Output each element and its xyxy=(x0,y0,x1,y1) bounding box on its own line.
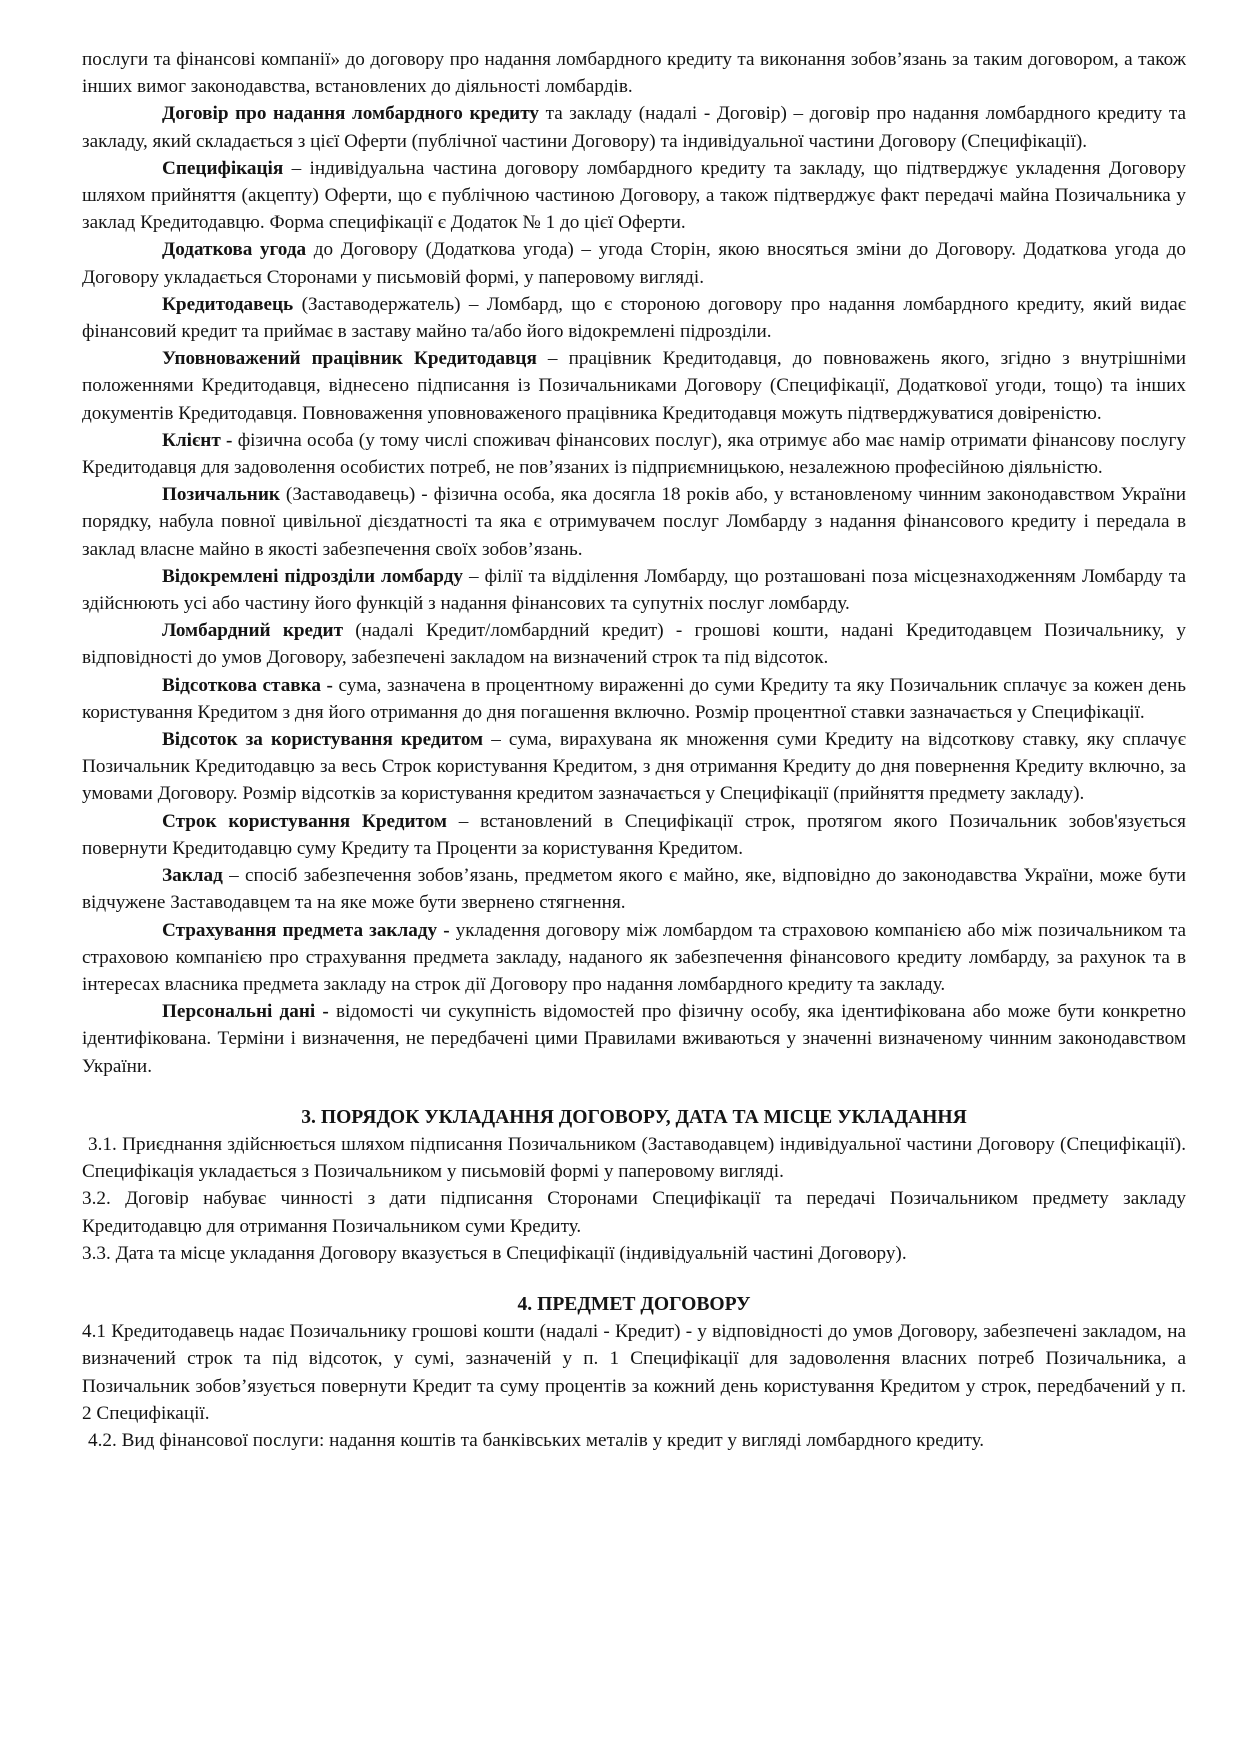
definition-term: Клієнт - xyxy=(162,429,233,451)
definition-text: та закладу (надалі - Договір) – договір про надання ломбардного кредиту та закладу, який складається з цієї Оферти (публічної частини Договору) та індивідуальної частини Договору (Специфікації). xyxy=(82,103,1186,152)
definition-text: відомості чи сукупність відомостей про фізичну особу, яка ідентифікована або може бути конкретно ідентифікована. Терміни і визначення, не передбачені цими Правилами вживаються у значенні визначеному чинним законодавством України. xyxy=(82,1001,1186,1077)
definition-term: Договір про надання ломбардного кредиту xyxy=(162,103,539,125)
intro-paragraph: послуги та фінансові компанії» до договору про надання ломбардного кредиту та виконання зобов’язань за таким договором, а також інших вимог законодавства, встановлених до діяльності ломбардів. xyxy=(82,49,1186,98)
definition-term: Ломбардний кредит xyxy=(162,620,343,642)
section-4-heading: 4. ПРЕДМЕТ ДОГОВОРУ xyxy=(517,1293,751,1315)
definition-text: (Заставодавець) - фізична особа, яка досягла 18 років або, у встановленому чинним законодавством України порядку, набула повної цивільної дієздатності та яка є отримувачем послуг Ломбарду з надання фінансового кредиту і передала в заклад власне майно в якості забезпечення своїх зобов’язань. xyxy=(82,484,1186,560)
definition-paragraph xyxy=(82,427,1186,481)
definition-paragraph xyxy=(82,808,1186,862)
definition-text: – спосіб забезпечення зобов’язань, предметом якого є майно, яке, відповідно до законодавства України, може бути відчужене Заставодавцем та на яке може бути звернено стягнення. xyxy=(82,865,1186,914)
definition-term: Специфікація xyxy=(162,157,284,179)
definition-term: Кредитодавець xyxy=(162,293,294,315)
definition-paragraph xyxy=(82,862,1186,916)
definition-text: – філії та відділення Ломбарду, що розташовані поза місцезнаходженням Ломбарду та здійснюють усі або частину його функцій з надання фінансових та супутніх послуг ломбарду. xyxy=(82,565,1186,615)
definition-paragraph xyxy=(82,155,1186,237)
definition-paragraph xyxy=(82,998,1186,1080)
clause-3-2: 3.2. Договір набуває чинності з дати підписання Сторонами Специфікації та передачі Позичальником предмету закладу Кредитодавцю для отримання Позичальником суми Кредиту. xyxy=(82,1188,1186,1237)
definition-term: Уповноважений працівник Кредитодавця xyxy=(162,348,537,370)
definition-term: Позичальник xyxy=(162,484,280,506)
definition-term: Додаткова угода xyxy=(162,239,307,261)
definition-paragraph xyxy=(82,291,1186,345)
definition-text: – індивідуальна частина договору ломбардного кредиту та закладу, що підтверджує укладення Договору шляхом прийняття (акцепту) Оферти, що є публічною частиною Договору, а також підтверджує факт передачі майна Позичальника у заклад Кредитодавцю. Форма специфікації є Додаток № 1 до цієї Оферти. xyxy=(82,157,1186,234)
definition-term: Відсоток за користування кредитом xyxy=(162,729,484,751)
definition-paragraph xyxy=(82,563,1186,617)
definition-text: – працівник Кредитодавця, до повноважень якого, згідно з внутрішніми положеннями Кредитодавця, віднесено підписання із Позичальниками Договору (Специфікації, Додаткової угоди, тощо) та інших документів Кредитодавця. Повноваження уповноваженого працівника Кредитодавця можуть підтверджуватися довіреністю. xyxy=(82,348,1186,424)
definition-paragraph xyxy=(82,726,1186,808)
definition-text: – сума, вирахувана як множення суми Кредиту на відсоткову ставку, яку сплачує Позичальник Кредитодавцю за весь Строк користування Кредитом, з дня отримання Кредиту до дня повернення Кредиту включно, за умовами Договору. Розмір відсотків за користування кредитом зазначається у Специфікації (прийняття предмету закладу). xyxy=(82,729,1186,805)
definition-paragraph xyxy=(82,481,1186,563)
definition-text: сума, зазначена в процентному вираженні до суми Кредиту та яку Позичальник сплачує за кожен день користування Кредитом з дня його отримання до дня погашення включно. Розмір процентної ставки зазначається у Специфікації. xyxy=(82,674,1186,723)
definition-text: (Заставодержатель) – Ломбард, що є стороною договору про надання ломбардного кредиту, який видає фінансовий кредит та приймає в заставу майно та/або його відокремлені підрозділи. xyxy=(82,293,1186,343)
definition-term: Відокремлені підрозділи ломбарду xyxy=(162,565,463,587)
definition-text: укладення договору між ломбардом та страховою компанією або між позичальником та страховою компанією про страхування предмета закладу, наданого як забезпечення фінансового кредиту ломбарду, за рахунок та в інтересах власника предмета закладу на строк дії Договору про надання ломбардного кредиту та закладу. xyxy=(82,919,1186,995)
definition-paragraph xyxy=(82,617,1186,671)
clause-4-2: 4.2. Вид фінансової послуги: надання коштів та банківських металів у кредит у вигляді ломбардного кредиту. xyxy=(88,1429,985,1451)
clause-3-1: 3.1. Приєднання здійснюється шляхом підписання Позичальником (Заставодавцем) індивідуальної частини Договору (Специфікації). Специфікація укладається з Позичальником у письмовій формі у паперовому вигляді. xyxy=(82,1133,1186,1183)
definition-text: до Договору (Додаткова угода) – угода Сторін, якою вносяться зміни до Договору. Додаткова угода до Договору укладається Сторонами у письмовій формі, у паперовому вигляді. xyxy=(82,239,1186,288)
definition-text: (надалі Кредит/ломбардний кредит) - грошові кошти, надані Кредитодавцем Позичальнику, у відповідності до умов Договору, забезпечені закладом на визначений строк та під відсоток. xyxy=(82,620,1186,669)
definition-term: Заклад xyxy=(162,865,223,887)
definition-term: Строк користування Кредитом xyxy=(162,810,447,832)
definition-term: Страхування предмета закладу - xyxy=(162,919,450,941)
definition-text: – встановлений в Специфікації строк, протягом якого Позичальник зобов'язується повернути Кредитодавцю суму Кредиту та Проценти за користування Кредитом. xyxy=(82,810,1187,859)
definition-term: Персональні дані - xyxy=(162,1001,329,1023)
definition-paragraph xyxy=(82,100,1186,154)
definition-text: фізична особа (у тому числі споживач фінансових послуг), яка отримує або має намір отримати фінансову послугу Кредитодавця для задоволення особистих потреб, не пов’язаних із підприємницькою, незалежною професійною діяльністю. xyxy=(82,429,1186,479)
clause-4-1: 4.1 Кредитодавець надає Позичальнику грошові кошти (надалі - Кредит) - у відповідності до умов Договору, забезпечені закладом, на визначений строк та під відсоток, у сумі, зазначеній у п. 1 Специфікації для задоволення власних потреб Позичальника, а Позичальник зобов’язується повернути Кредит та суму процентів за кожний день користування Кредитом у строк, передбачений у п. 2 Специфікації. xyxy=(82,1321,1186,1424)
definition-paragraph xyxy=(82,917,1186,999)
clause-3-3: 3.3. Дата та місце укладання Договору вказується в Специфікації (індивідуальній частині Договору). xyxy=(82,1242,907,1264)
definition-paragraph xyxy=(82,236,1186,290)
section-3-heading: 3. ПОРЯДОК УКЛАДАННЯ ДОГОВОРУ, ДАТА ТА МІСЦЕ УКЛАДАННЯ xyxy=(301,1106,967,1128)
definition-term: Відсоткова ставка - xyxy=(162,674,333,696)
document-page xyxy=(82,46,1186,1454)
definition-paragraph xyxy=(82,345,1186,427)
definition-paragraph xyxy=(82,672,1186,726)
